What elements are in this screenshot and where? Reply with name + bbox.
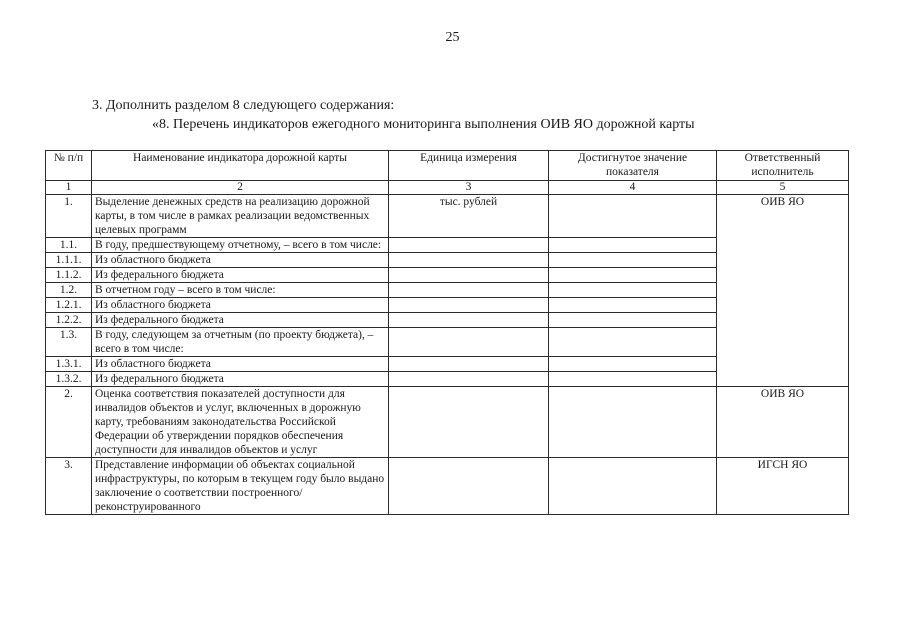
row-value bbox=[549, 387, 717, 458]
table-row bbox=[46, 458, 849, 515]
row-unit bbox=[389, 357, 549, 372]
row-name: Оценка соответствия показателей доступности для инвалидов объектов и услуг, включенных в дорожную карту, требованиям законодательства Российской Федерации об утверждении порядков обеспечения доступности для инвалидов объектов и услуг bbox=[92, 387, 389, 458]
header-name: Наименование индикатора дорожной карты bbox=[92, 151, 389, 181]
row-unit bbox=[389, 238, 549, 253]
row-num: 3. bbox=[46, 458, 92, 515]
row-value bbox=[549, 458, 717, 515]
column-number: 5 bbox=[717, 181, 849, 195]
row-name: Из областного бюджета bbox=[92, 253, 389, 268]
row-unit bbox=[389, 328, 549, 357]
row-name: В году, предшествующему отчетному, – всего в том числе: bbox=[92, 238, 389, 253]
table-row bbox=[46, 195, 849, 238]
row-num: 1.3.1. bbox=[46, 357, 92, 372]
row-num: 1.3. bbox=[46, 328, 92, 357]
row-name: Из областного бюджета bbox=[92, 357, 389, 372]
column-number: 3 bbox=[389, 181, 549, 195]
row-unit bbox=[389, 298, 549, 313]
row-num: 1.1.2. bbox=[46, 268, 92, 283]
row-value bbox=[549, 268, 717, 283]
row-num: 1.1. bbox=[46, 238, 92, 253]
row-name: В году, следующем за отчетным (по проекту бюджета), – всего в том числе: bbox=[92, 328, 389, 357]
row-unit bbox=[389, 283, 549, 298]
header-value: Достигнутое значение показателя bbox=[549, 151, 717, 181]
row-num: 1.1.1. bbox=[46, 253, 92, 268]
row-value bbox=[549, 298, 717, 313]
item-heading: 3. Дополнить разделом 8 следующего содержания: bbox=[92, 98, 395, 113]
row-executor: ОИВ ЯО bbox=[717, 195, 849, 387]
row-num: 1.2.2. bbox=[46, 313, 92, 328]
row-executor: ИГСН ЯО bbox=[717, 458, 849, 515]
column-numbers-row bbox=[46, 181, 849, 195]
row-value bbox=[549, 195, 717, 238]
header-executor: Ответственный исполнитель bbox=[717, 151, 849, 181]
indicators-table bbox=[45, 150, 849, 515]
row-value bbox=[549, 357, 717, 372]
row-value bbox=[549, 253, 717, 268]
row-num: 1. bbox=[46, 195, 92, 238]
row-name: Из федерального бюджета bbox=[92, 372, 389, 387]
column-number: 2 bbox=[92, 181, 389, 195]
row-value bbox=[549, 313, 717, 328]
header-num: № п/п bbox=[46, 151, 92, 181]
row-value bbox=[549, 238, 717, 253]
row-name: Из федерального бюджета bbox=[92, 268, 389, 283]
row-num: 1.2.1. bbox=[46, 298, 92, 313]
column-number: 1 bbox=[46, 181, 92, 195]
row-unit bbox=[389, 458, 549, 515]
row-unit bbox=[389, 313, 549, 328]
page-number: 25 bbox=[445, 30, 460, 45]
row-unit bbox=[389, 268, 549, 283]
table-header-row bbox=[46, 151, 849, 181]
row-executor: ОИВ ЯО bbox=[717, 387, 849, 458]
section-title: «8. Перечень индикаторов ежегодного мониторинга выполнения ОИВ ЯО дорожной карты bbox=[152, 117, 695, 132]
row-value bbox=[549, 283, 717, 298]
row-unit bbox=[389, 253, 549, 268]
table-row bbox=[46, 387, 849, 458]
row-num: 1.3.2. bbox=[46, 372, 92, 387]
row-name: Из областного бюджета bbox=[92, 298, 389, 313]
row-name: Представление информации об объектах социальной инфраструктуры, по которым в текущем году было выдано заключение о соответствии построенного/ реконструированного bbox=[92, 458, 389, 515]
column-number: 4 bbox=[549, 181, 717, 195]
row-name: Из федерального бюджета bbox=[92, 313, 389, 328]
row-num: 2. bbox=[46, 387, 92, 458]
row-unit bbox=[389, 387, 549, 458]
row-name: Выделение денежных средств на реализацию дорожной карты, в том числе в рамках реализации ведомственных целевых программ bbox=[92, 195, 389, 238]
row-unit: тыс. рублей bbox=[389, 195, 549, 238]
row-name: В отчетном году – всего в том числе: bbox=[92, 283, 389, 298]
row-value bbox=[549, 328, 717, 357]
header-unit: Единица измерения bbox=[389, 151, 549, 181]
row-num: 1.2. bbox=[46, 283, 92, 298]
row-value bbox=[549, 372, 717, 387]
row-unit bbox=[389, 372, 549, 387]
